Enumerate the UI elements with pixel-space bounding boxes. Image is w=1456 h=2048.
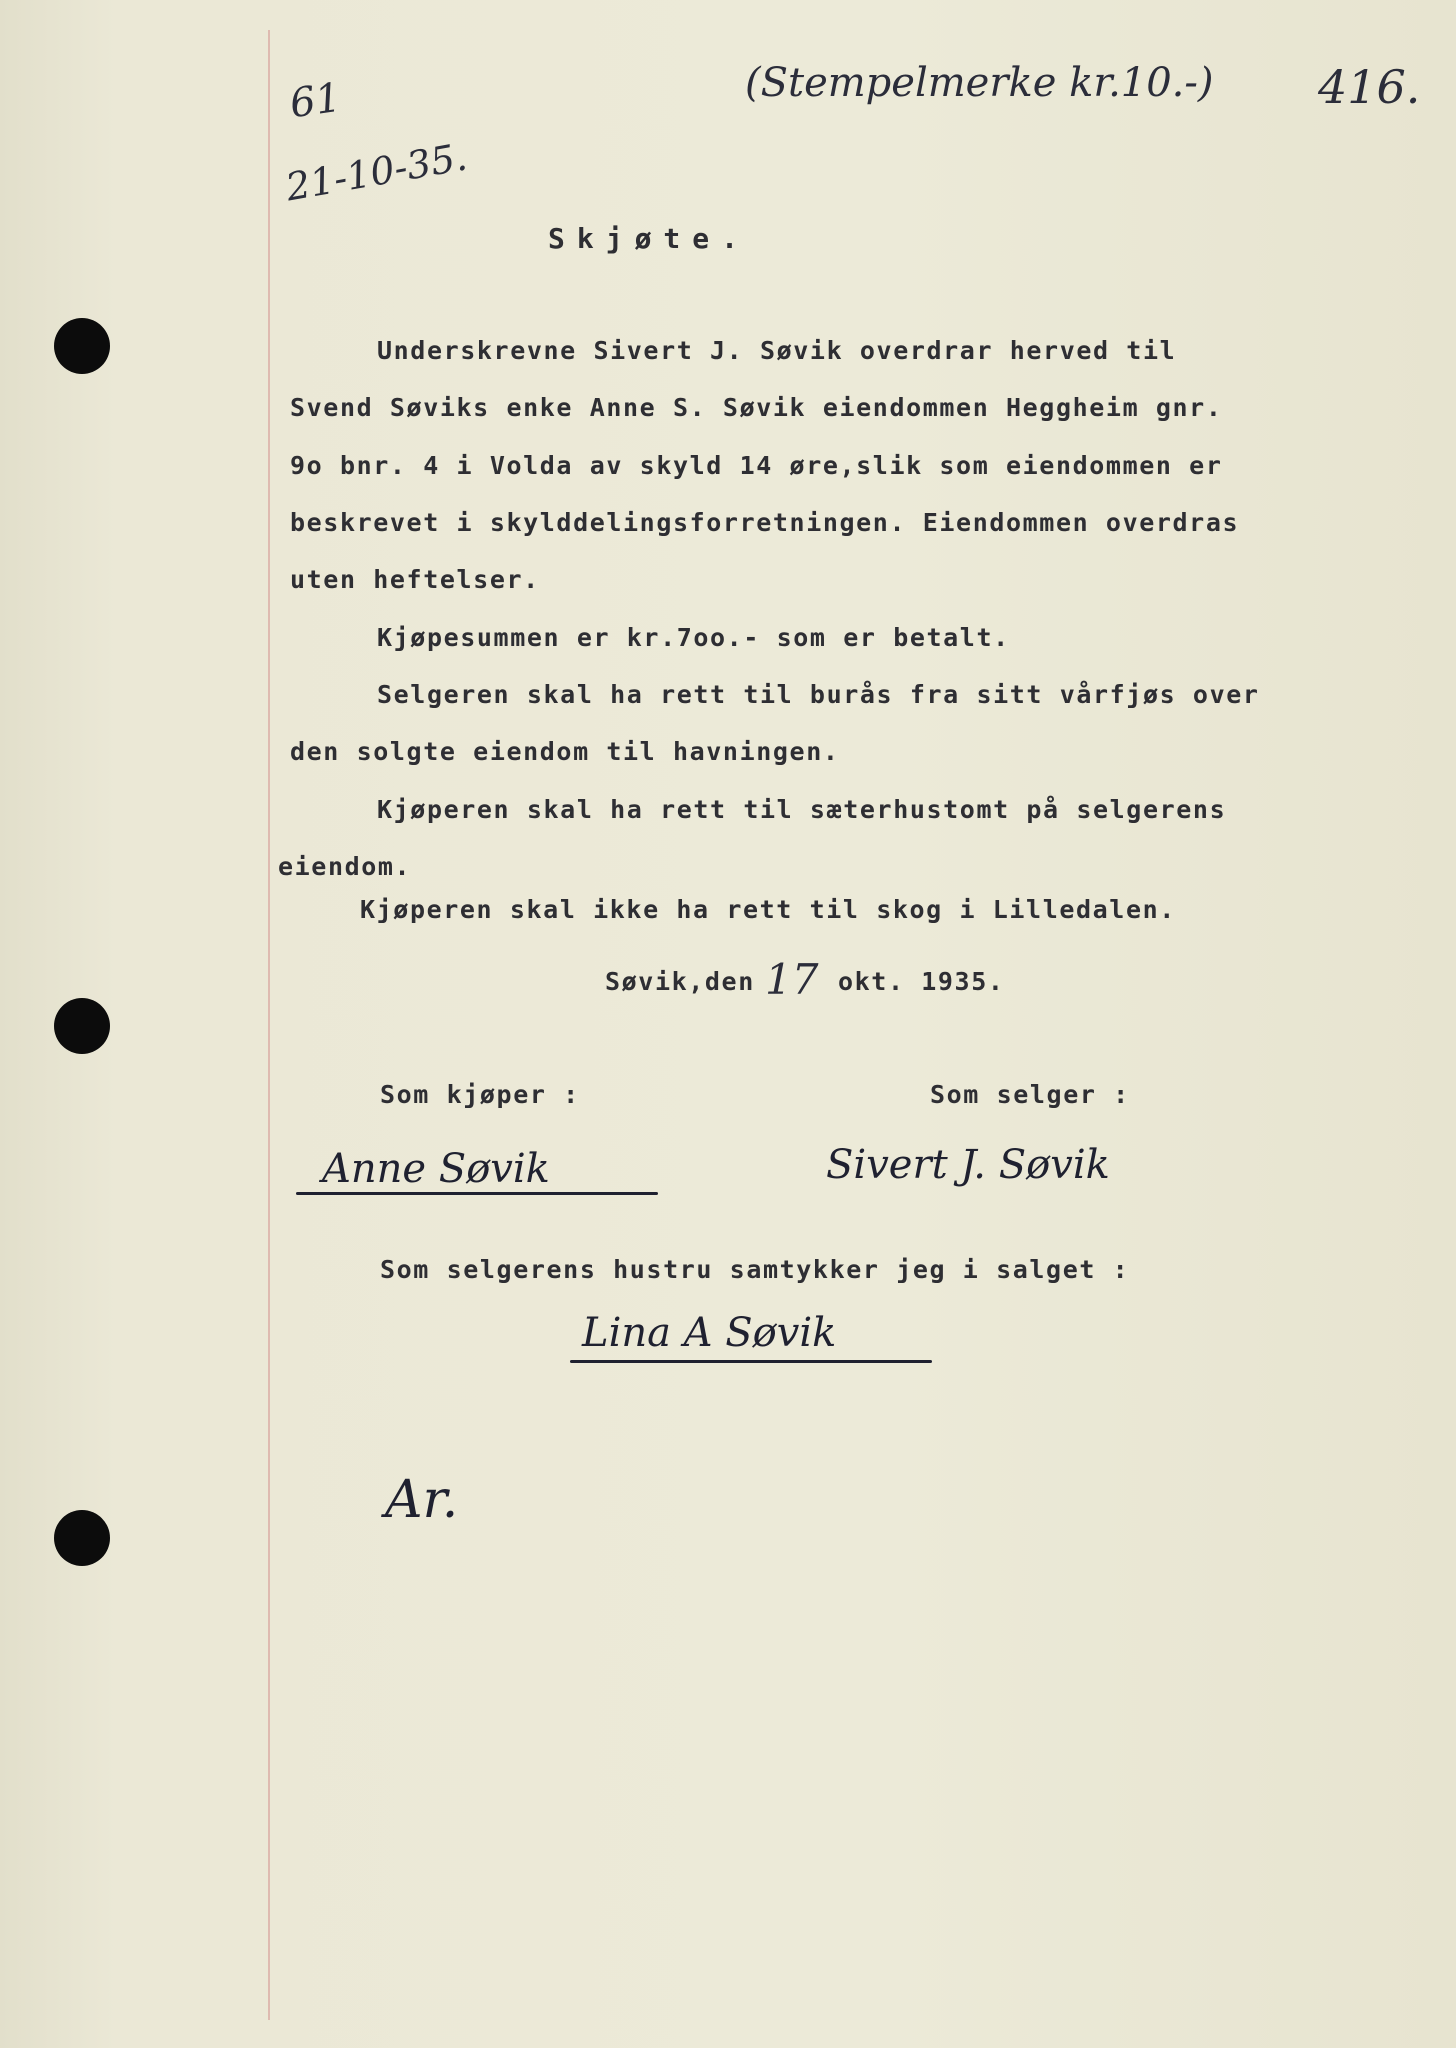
stamp-note: (Stempelmerke kr.10.-) <box>745 60 1214 106</box>
body-line: Svend Søviks enke Anne S. Søvik eiendommen Heggheim gnr. <box>290 393 1223 422</box>
punch-hole-top <box>54 318 110 374</box>
wife-signature: Lina A Søvik <box>582 1310 837 1356</box>
page-number: 416. <box>1318 60 1421 114</box>
body-line: beskrevet i skylddelingsforretningen. Eiendommen overdras <box>290 508 1240 537</box>
initials: Ar. <box>385 1470 459 1530</box>
body-line: Kjøperen skal ha rett til sæterhustomt på selgerens <box>377 795 1227 824</box>
document-title: Skjøte. <box>548 222 751 255</box>
buyer-signature: Anne Søvik <box>322 1146 550 1192</box>
annotation-number: 61 <box>287 74 344 128</box>
annotation-date: 21-10-35. <box>282 134 471 210</box>
seller-label: Som selger : <box>930 1080 1130 1109</box>
wife-signature-underline <box>570 1360 932 1363</box>
body-line: 9o bnr. 4 i Volda av skyld 14 øre,slik som eiendommen er <box>290 451 1223 480</box>
date-line-suffix: okt. 1935. <box>838 967 1005 996</box>
body-line: Underskrevne Sivert J. Søvik overdrar herved til <box>377 336 1177 365</box>
body-line: Kjøpesummen er kr.7oo.- som er betalt. <box>377 623 1010 652</box>
buyer-label: Som kjøper : <box>380 1080 580 1109</box>
punch-hole-bottom <box>54 1510 110 1566</box>
body-line: eiendom. <box>278 852 412 881</box>
date-line-prefix: Søvik,den <box>605 967 755 996</box>
body-line: den solgte eiendom til havningen. <box>290 737 840 766</box>
consent-line: Som selgerens hustru samtykker jeg i salget : <box>380 1255 1130 1284</box>
body-line: Selgeren skal ha rett til burås fra sitt vårfjøs over <box>377 680 1260 709</box>
margin-line <box>268 30 270 2020</box>
body-line: Kjøperen skal ikke ha rett til skog i Lilledalen. <box>360 895 1176 924</box>
date-day: 17 <box>765 955 819 1004</box>
seller-signature: Sivert J. Søvik <box>826 1142 1110 1188</box>
punch-hole-middle <box>54 998 110 1054</box>
buyer-signature-underline <box>296 1192 658 1195</box>
body-line: uten heftelser. <box>290 565 540 594</box>
